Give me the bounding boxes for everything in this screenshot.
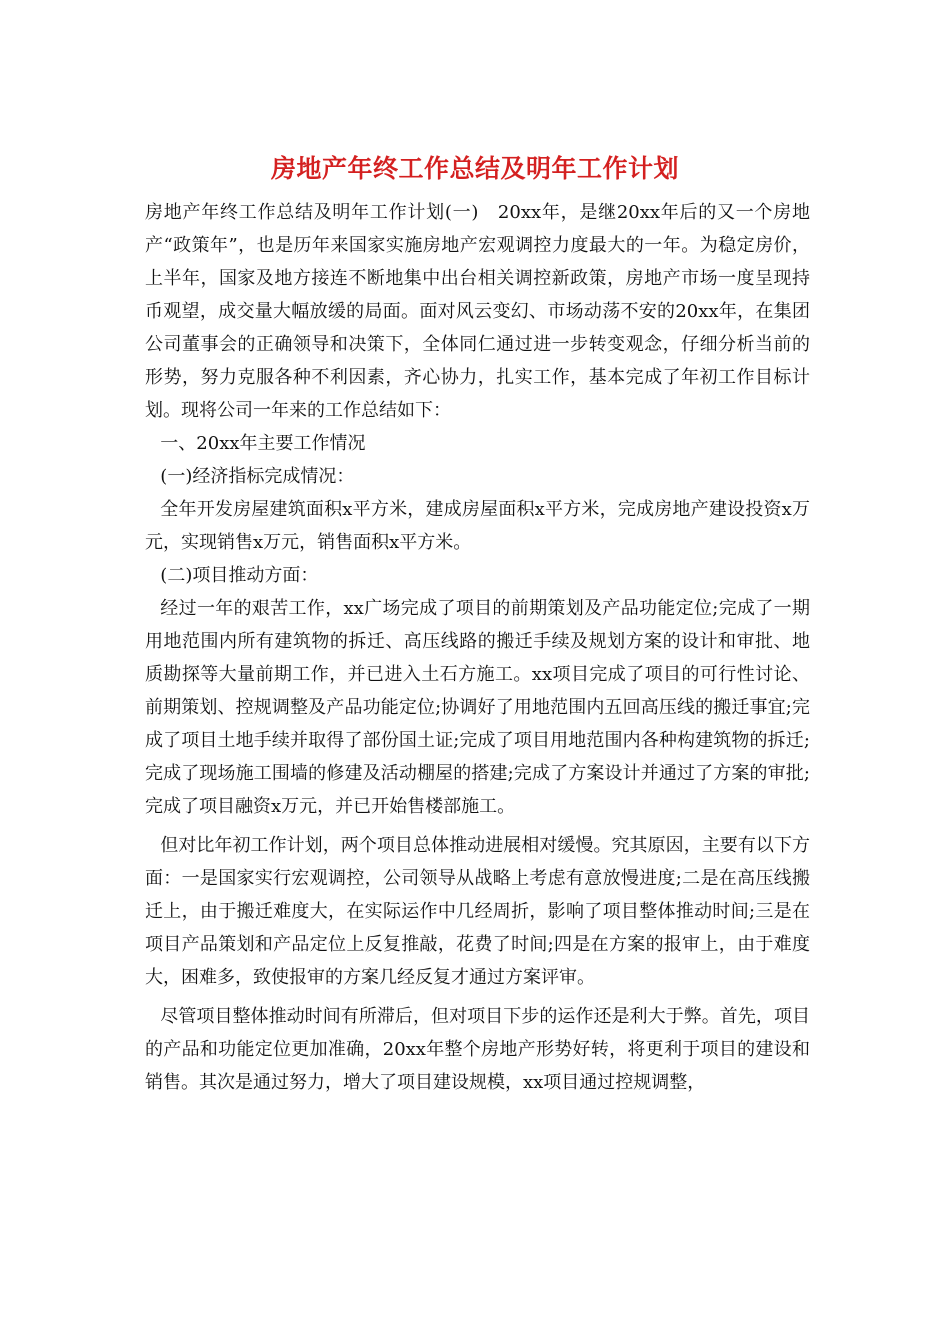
paragraph-economic-indicators: 全年开发房屋建筑面积x平方米，建成房屋面积x平方米，完成房地产建设投资x万元，实现销售x万元，销售面积x平方米。: [145, 499, 810, 553]
document-title: 房地产年终工作总结及明年工作计划: [270, 154, 679, 183]
paragraph-intro: 房地产年终工作总结及明年工作计划(一) 20xx年，是继20xx年后的又一个房地产“政策年”，也是历年来国家实施房地产宏观调控力度最大的一年。为稳定房价，上半年，国家及地方接连不断地集中出台相关调控新政策，房地产市场一度呈现持币观望，成交量大幅放缓的局面。面对风云变幻、市场动荡不安的20xx年，在集团公司董事会的正确领导和决策下，全体同仁通过进一步转变观念，仔细分析当前的形势，努力克服各种不利因素，齐心协力，扎实工作，基本完成了年初工作目标计划。现将公司一年来的工作总结如下：: [145, 202, 810, 421]
paragraph-outlook: 尽管项目整体推动时间有所滞后，但对项目下步的运作还是利大于弊。首先，项目的产品和功能定位更加准确，20xx年整个房地产形势好转，将更利于项目的建设和销售。其次是通过努力，增大了项目建设规模，xx项目通过控规调整，: [145, 1006, 810, 1093]
paragraph-delay-reasons: 但对比年初工作计划，两个项目总体推动进展相对缓慢。究其原因，主要有以下方面：一是国家实行宏观调控，公司领导从战略上考虑有意放慢进度;二是在高压线搬迁上，由于搬迁难度大，在实际运作中几经周折，影响了项目整体推动时间;三是在项目产品策划和产品定位上反复推敲，花费了时间;四是在方案的报审上，由于难度大，困难多，致使报审的方案几经反复才通过方案评审。: [145, 835, 810, 988]
section-heading-1: 一、20xx年主要工作情况: [160, 433, 366, 454]
subheading-economic-indicators: (一)经济指标完成情况：: [160, 466, 355, 487]
subheading-project-progress: (二)项目推动方面：: [160, 565, 319, 586]
paragraph-project-progress: 经过一年的艰苦工作，xx广场完成了项目的前期策划及产品功能定位;完成了一期用地范围内所有建筑物的拆迁、高压线路的搬迁手续及规划方案的设计和审批、地质勘探等大量前期工作，并已进入土石方施工。xx项目完成了项目的可行性讨论、前期策划、控规调整及产品功能定位;协调好了用地范围内五回高压线的搬迁事宜;完成了项目土地手续并取得了部份国土证;完成了项目用地范围内各种构建筑物的拆迁;完成了现场施工围墙的修建及活动棚屋的搭建;完成了方案设计并通过了方案的审批;完成了项目融资x万元，并已开始售楼部施工。: [145, 598, 810, 817]
document-body: [145, 196, 810, 1099]
